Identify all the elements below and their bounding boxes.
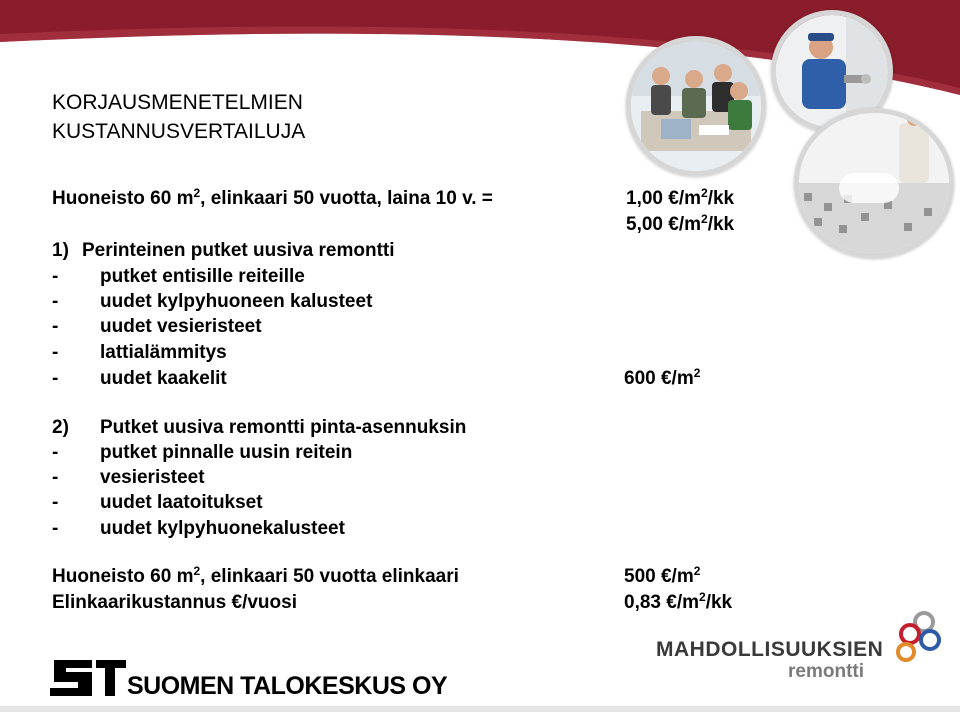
section1-item: - putket entisille reiteille (52, 266, 305, 287)
rings-icon (890, 608, 946, 664)
intro-line: Huoneisto 60 $m^2$, elinkaari 50 vuotta, laina 10 v. = (52, 186, 493, 209)
page-title (52, 88, 305, 146)
section1-item: - uudet vesieristeet (52, 316, 262, 337)
summary-line-2: Elinkaarikustannus €/vuosi (52, 592, 297, 613)
section1-item: - uudet kaakelit (52, 368, 227, 389)
section2-item: - uudet kylpyhuonekalusteet (52, 518, 345, 539)
title-line-2: KUSTANNUSVERTAILUJA (52, 120, 306, 143)
section2-item: - uudet laatoitukset (52, 492, 263, 513)
section1-item: - lattialämmitys (52, 342, 227, 363)
section2-item: - putket pinnalle uusin reitein (52, 442, 353, 463)
office-meeting-photo (626, 36, 766, 176)
section2-item: - vesieristeet (52, 467, 205, 488)
logo-title: MAHDOLLISUUKSIEN (656, 638, 884, 661)
suomen-talokeskus-text: SUOMEN TALOKESKUS OY (127, 672, 448, 700)
summary-value-1: 500 $€/m^2$ (624, 564, 701, 587)
section1-price: 600 $€/m^2$ (624, 366, 701, 389)
section1-heading: 1) Perinteinen putket uusiva remontti (52, 240, 395, 261)
footer-band (0, 702, 960, 720)
mahdollisuuksien-remontti-logo (656, 608, 946, 693)
summary-line-1: Huoneisto 60 $m^2$, elinkaari 50 vuotta elinkaari (52, 564, 459, 587)
section1-item: - uudet kylpyhuoneen kalusteet (52, 291, 373, 312)
bathroom-photo (794, 108, 954, 258)
section2-heading: 2) Putket uusiva remontti pinta-asennuksin (52, 417, 467, 438)
title-line-1: KORJAUSMENETELMIEN (52, 91, 303, 114)
intro-value-2: 5,00 $€/m^2/kk$ (626, 212, 735, 235)
logo-subtitle: remontti (788, 661, 864, 682)
summary-value-2: 0,83 $€/m^2/kk$ (624, 590, 733, 613)
intro-value-1: 1,00 $€/m^2/kk$ (626, 186, 735, 209)
